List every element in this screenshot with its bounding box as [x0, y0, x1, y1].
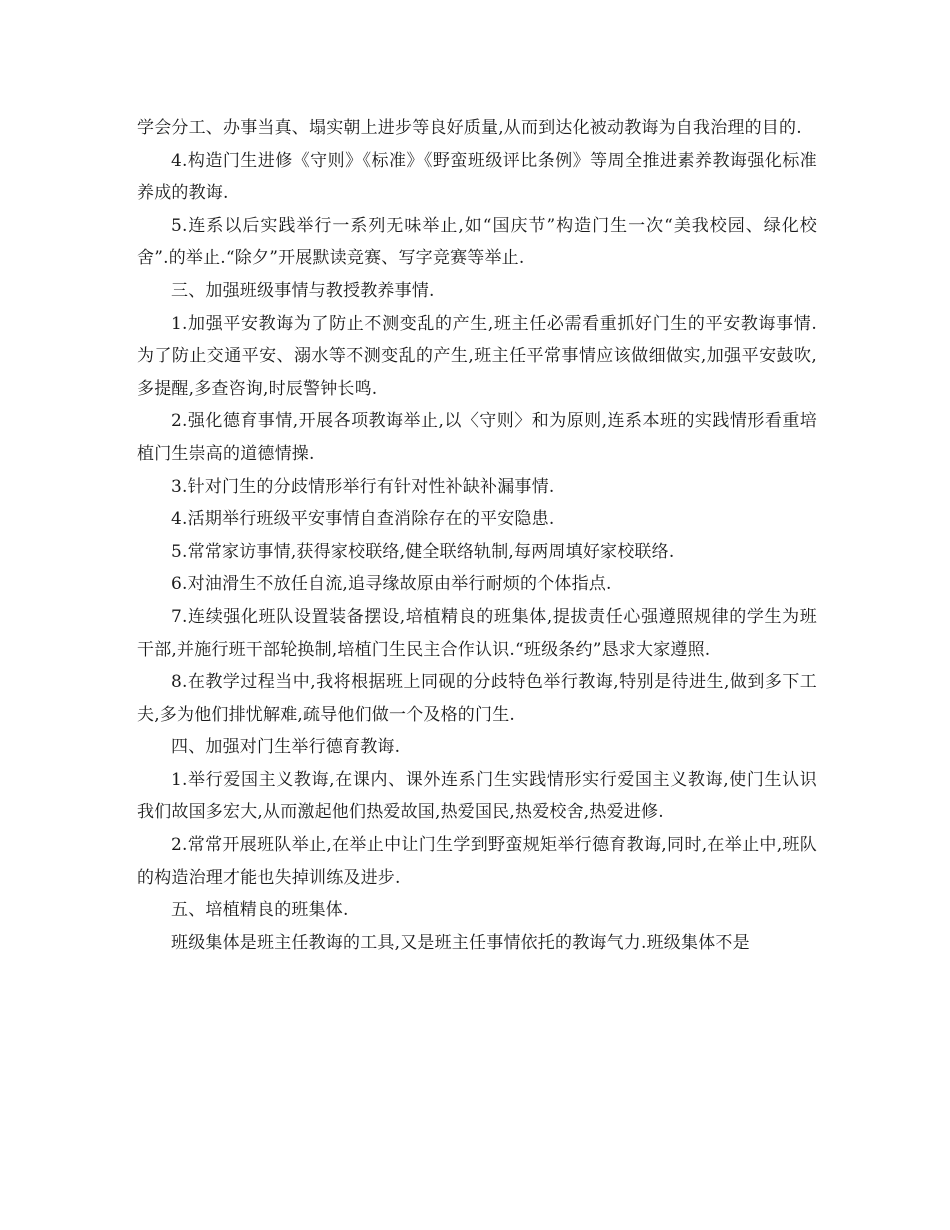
section-heading-5: 五、培植精良的班集体.	[171, 900, 349, 921]
paragraph-teaching-process: 8.在教学过程当中,我将根据班上同砚的分歧特色举行教诲,特别是待进生,做到多下工夫,多为他们排忧解难,疏导他们做一个及格的门生.	[137, 672, 817, 725]
paragraph-item-4-rules-study: 4.构造门生进修《守则》《标准》《野蛮班级评比条例》等周全推进素养教诲强化标准养成的教诲.	[137, 150, 817, 204]
document-body	[137, 112, 817, 959]
paragraph-safety-check: 4.活期举行班级平安事情自查消除存在的平安隐患.	[171, 509, 555, 530]
paragraph-home-visits: 5.常常家访事情,获得家校联络,健全联络轨制,每两周填好家校联络.	[171, 541, 675, 562]
paragraph-continuation: 学会分工、办事当真、塌实朝上进步等良好质量,从而到达化被动教诲为自我治理的目的.	[137, 118, 802, 138]
paragraph-patriotic-education: 1.举行爱国主义教诲,在课内、课外连系门生实践情形实行爱国主义教诲,使门生认识我们故国多宏大,从而激起他们热爱故国,热爱国民,热爱校舍,热爱进修.	[137, 769, 817, 823]
paragraph-safety-education: 1.加强平安教诲为了防止不测变乱的产生,班主任必需看重抓好门生的平安教诲事情.为了防止交通平安、溺水等不测变乱的产生,班主任平常事情应该做细做实,加强平安鼓吹,多提醒,多查咨询,时辰警钟长鸣.	[137, 313, 817, 399]
paragraph-individual-guidance: 6.对油滑生不放任自流,追寻缘故原由举行耐烦的个体指点.	[171, 574, 612, 595]
paragraph-targeted-help: 3.针对门生的分歧情形举行有针对性补缺补漏事情.	[171, 476, 555, 497]
paragraph-class-activities: 2.常常开展班队举止,在举止中让门生学到野蛮规矩举行德育教诲,同时,在举止中,班队的构造治理才能也失掉训练及进步.	[137, 835, 817, 888]
paragraph-item-5-activities: 5.连系以后实践举行一系列无味举止,如“国庆节”构造门生一次“美我校园、绿化校舍”.的举止.“除夕”开展默读竞赛、写字竞赛等举止.	[137, 215, 817, 269]
paragraph-class-collective: 班级集体是班主任教诲的工具,又是班主任事情依托的教诲气力.班级集体不是	[171, 932, 750, 953]
section-heading-3: 三、加强班级事情与教授教养事情.	[171, 280, 435, 301]
paragraph-moral-education: 2.强化德育事情,开展各项教诲举止,以〈守则〉和为原则,连系本班的实践情形看重培植门生崇高的道德情操.	[137, 411, 817, 464]
paragraph-class-cadres: 7.连续强化班队设置装备摆设,培植精良的班集体,提拔责任心强遵照规律的学生为班干部,并施行班干部轮换制,培植门生民主合作认识.“班级条约”恳求大家遵照.	[137, 606, 817, 660]
section-heading-4: 四、加强对门生举行德育教诲.	[171, 737, 401, 758]
